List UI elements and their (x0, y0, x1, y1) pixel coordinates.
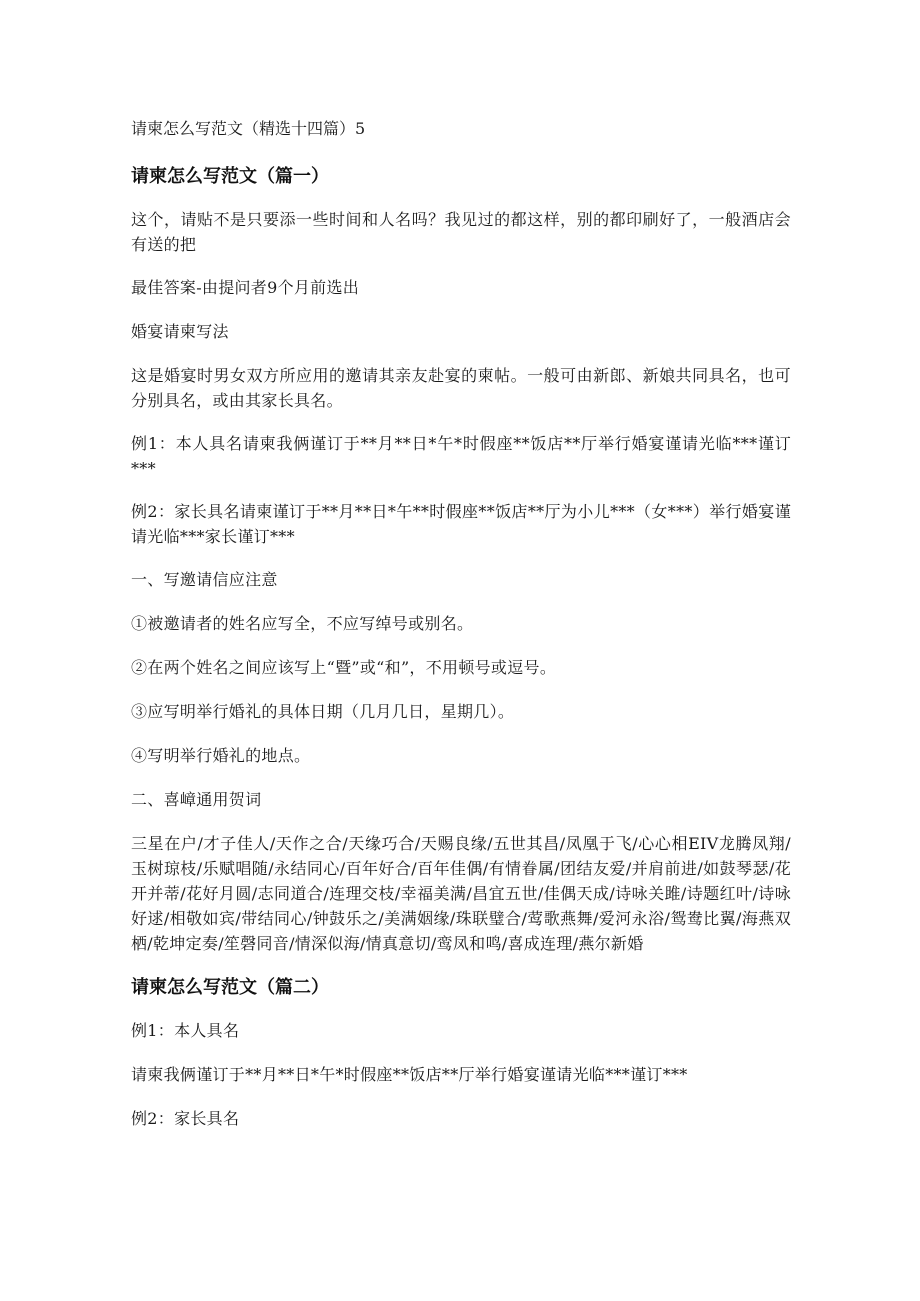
paragraph: ①被邀请者的姓名应写全，不应写绰号或别名。 (131, 614, 474, 633)
paragraph: 例2：家长具名请柬谨订于**月**日*午**时假座**饭店**厅为小儿***（女***）举行婚宴谨请光临***家长谨订*** (131, 502, 791, 546)
paragraph: 最佳答案-由提问者9个月前选出 (131, 278, 360, 297)
document-title: 请柬怎么写范文（精选十四篇）5 (131, 119, 366, 138)
paragraph: ②在两个姓名之间应该写上“暨”或“和”，不用顿号或逗号。 (131, 658, 557, 677)
paragraph: 这个，请贴不是只要添一些时间和人名吗？我见过的都这样，别的都印刷好了，一般酒店会有送的把 (131, 210, 791, 254)
section-heading-2: 请柬怎么写范文（篇二） (131, 977, 329, 998)
paragraph: 例2：家长具名 (131, 1109, 240, 1128)
section-heading-1: 请柬怎么写范文（篇一） (131, 166, 329, 187)
paragraph: 二、喜嶂通用贺词 (131, 790, 262, 809)
paragraph: 三星在户/才子佳人/天作之合/天缘巧合/天赐良缘/五世其昌/凤凰于飞/心心相EIV龙腾凤翔/玉树琼枝/乐赋唱随/永结同心/百年好合/百年佳偶/有情眷属/团结友爱/并肩前进/如鼓琴瑟/花开并蒂/花好月圆/志同道合/连理交枝/幸福美满/昌宜五世/佳偶天成/诗咏关雎/诗题红叶/诗咏好逑/相敬如宾/带结同心/钟鼓乐之/美满姻缘/珠联璧合/莺歌燕舞/爱河永浴/鸳鸯比翼/海燕双栖/乾坤定奏/笙磬同音/情深似海/情真意切/鸾凤和鸣/喜成连理/燕尔新婚 (131, 834, 791, 953)
paragraph: 婚宴请柬写法 (131, 322, 229, 341)
document-page (131, 117, 791, 1150)
paragraph: ③应写明举行婚礼的具体日期（几月几日，星期几）。 (131, 702, 515, 721)
paragraph: 这是婚宴时男女双方所应用的邀请其亲友赴宴的柬帖。一般可由新郎、新娘共同具名，也可分别具名，或由其家长具名。 (131, 366, 791, 410)
paragraph: 一、写邀请信应注意 (131, 570, 278, 589)
paragraph: 请柬我俩谨订于**月**日*午*时假座**饭店**厅举行婚宴谨请光临***谨订*** (131, 1065, 688, 1084)
paragraph: 例1：本人具名 (131, 1021, 240, 1040)
paragraph: ④写明举行婚礼的地点。 (131, 746, 311, 765)
paragraph: 例1：本人具名请柬我俩谨订于**月**日*午*时假座**饭店**厅举行婚宴谨请光临***谨订*** (131, 434, 791, 478)
